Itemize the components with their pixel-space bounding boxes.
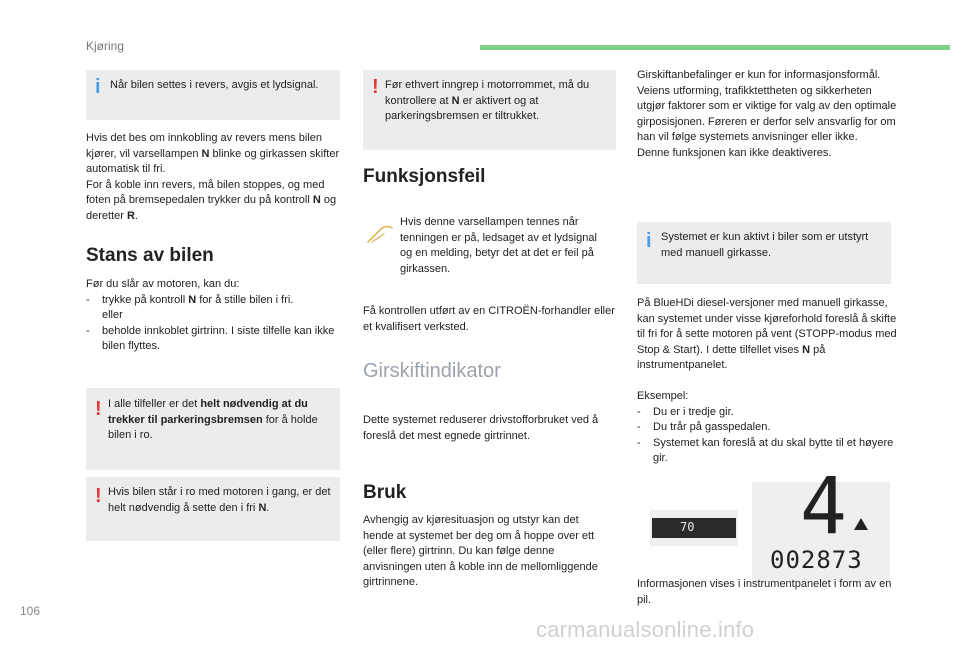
gearbox-warning-lamp-icon xyxy=(366,222,396,244)
bluehdi-paragraph: På BlueHDi diesel-versjoner med manuell girkasse, kan systemet under visse kjøreforhold foreslå å skifte til fri for å sette motoren på vent (STOPP-modus med Stop & Start). I dette tilfellet vises N på instrumentpanelet. xyxy=(637,297,897,371)
note-manual-text: Systemet er kun aktivt i biler som er utstyrt med manuell girkasse. xyxy=(661,231,869,259)
note-reverse-text: Når bilen settes i revers, avgis et lydsignal. xyxy=(110,79,319,91)
instrument-panel-display xyxy=(752,462,890,582)
note-manual-box xyxy=(637,222,891,284)
stop-intro: Før du slår av motoren, kan du: xyxy=(86,278,240,290)
instrument-panel-small-display xyxy=(650,510,738,546)
warning-motor-text: Før ethvert inngrep i motorrommet, må du kontrollere at N er aktivert og at parkeringsbremsen er tiltrukket. xyxy=(385,79,590,122)
example-title: Eksempel: xyxy=(637,390,689,402)
example-list xyxy=(637,405,897,467)
stop-heading: Stans av bilen xyxy=(86,245,214,266)
section-label: Kjøring xyxy=(86,39,125,53)
info-icon: i xyxy=(646,230,652,252)
shift-up-arrow-icon xyxy=(854,518,868,530)
reverse-paragraph: Hvis det bes om innkobling av revers mens bilen kjører, vil varsellampen N blinke og girkassen skifter automatisk til fri. For å koble inn revers, må bilen stoppes, og med foten på bremsepedalen trykker du på kontroll N og deretter R. xyxy=(86,132,340,222)
warning-icon: ! xyxy=(95,398,102,420)
example-list-item: - Du trår på gasspedalen. xyxy=(637,420,897,436)
warning-motor-box xyxy=(363,70,616,150)
use-heading: Bruk xyxy=(363,482,407,503)
stop-list xyxy=(86,293,342,355)
odometer-readout: 002873 xyxy=(770,546,863,574)
fault-check-text: Få kontrollen utført av en CITROËN-forhandler eller et kvalifisert verksted. xyxy=(363,305,615,333)
gsi-heading: Girskiftindikator xyxy=(363,360,501,382)
example-list-item: - Systemet kan foreslå at du skal bytte til et høyere gir. xyxy=(637,436,897,467)
gsi-text: Dette systemet reduserer drivstofforbruket ved å foreslå det mest egnede girtrinnet. xyxy=(363,414,599,442)
use-text: Avhengig av kjøresituasjon og utstyr kan det hende at systemet ber deg om å hoppe over ett (eller flere) girtrinn. Du kan følge denne anvisningen uten å koble inn de mellomliggende girtrinnene. xyxy=(363,514,598,588)
stop-list-item: - trykke på kontroll N for å stille bilen i fri. eller xyxy=(86,293,342,324)
warning-engine-text: Hvis bilen står i ro med motoren i gang, er det helt nødvendig å sette den i fri N. xyxy=(108,486,331,514)
warning-icon: ! xyxy=(372,76,379,98)
page-number: 106 xyxy=(20,604,41,618)
fault-heading: Funksjonsfeil xyxy=(363,166,486,187)
stop-list-item: - beholde innkoblet girtrinn. I siste tilfelle kan ikke bilen flyttes. xyxy=(86,324,342,355)
section-accent-bar xyxy=(480,45,950,50)
warning-brake-box xyxy=(86,388,340,470)
gsi-info-paragraph: Girskiftanbefalinger er kun for informasjonsformål. Veiens utforming, trafikktettheten og sikkerheten utgjør faktorer som er viktige for valg av den optimale girposisjonen. Føreren er derfor selv ansvarlig for om han vil følge systemets anvisninger eller ikke. Denne funksjonen kan ikke deaktiveres. xyxy=(637,69,897,159)
warning-icon: ! xyxy=(95,485,102,507)
info-icon: i xyxy=(95,76,101,98)
example-list-item: - Du er i tredje gir. xyxy=(637,405,897,421)
example-section xyxy=(637,389,897,467)
warning-engine-box xyxy=(86,477,340,541)
small-display-value: 70 xyxy=(680,520,695,534)
stop-section xyxy=(86,277,342,355)
warning-brake-text: I alle tilfeller er det helt nødvendig at du trekker til parkeringsbremsen for å holde bilen i ro. xyxy=(108,398,318,441)
note-reverse-box xyxy=(86,70,340,120)
watermark: carmanualsonline.info xyxy=(536,617,755,642)
fault-text: Hvis denne varsellampen tennes når tenningen er på, ledsaget av et lydsignal og en melding, betyr det at det er feil på girkassen. xyxy=(400,216,597,275)
gear-indicator: 4 xyxy=(800,462,847,552)
display-caption: Informasjonen vises i instrumentpanelet i form av en pil. xyxy=(637,578,892,606)
